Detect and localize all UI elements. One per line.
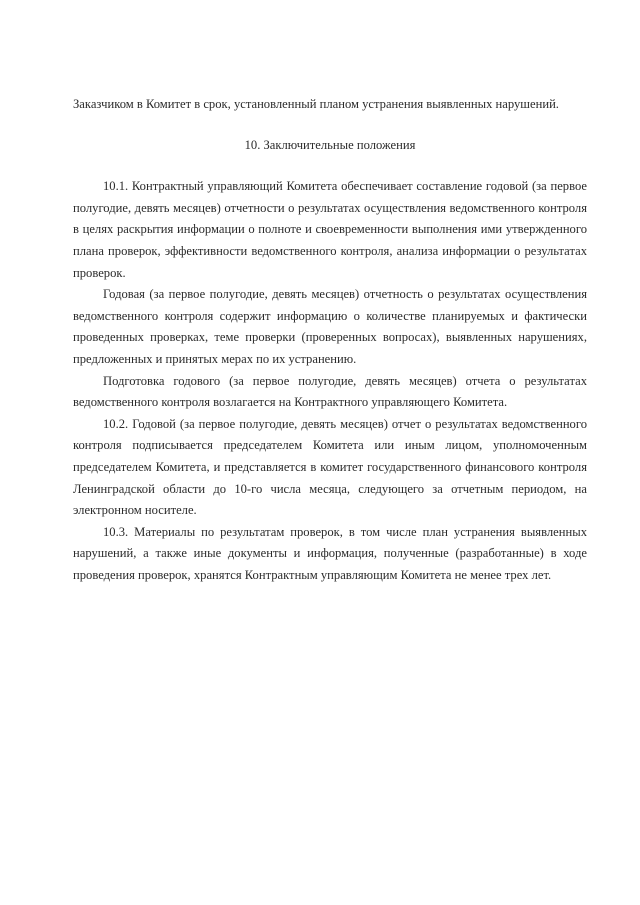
- paragraph-report-preparation: Подготовка годового (за первое полугодие, девять месяцев) отчета о результатах ведомственного контроля возлагается на Контрактного управляющего Комитета.: [73, 373, 587, 410]
- paragraph-10-2: 10.2. Годовой (за первое полугодие, девять месяцев) отчет о результатах ведомственного контроля подписывается председателем Комитета или иным лицом, уполномоченным председателем Комитета, и представляется в комитет государственного финансового контроля Ленинградской области до 10-го числа месяца, следующего за отчетным периодом, на электронном носителе.: [73, 416, 587, 518]
- paragraph-10-3: 10.3. Материалы по результатам проверок, в том числе план устранения выявленных нарушений, а также иные документы и информация, полученные (разработанные) в ходе проведения проверок, хранятся Контрактным управляющим Комитета не менее трех лет.: [73, 524, 587, 582]
- paragraph-annual-report-content: Годовая (за первое полугодие, девять месяцев) отчетность о результатах осуществления ведомственного контроля содержит информацию о количестве планируемых и фактически проведенных проверках, теме проверки (проверенных вопросах), выявленных нарушениях, предложенных и принятых мерах по их устранению.: [73, 287, 587, 366]
- paragraph-10-1: 10.1. Контрактный управляющий Комитета обеспечивает составление годовой (за первое полугодие, девять месяцев) отчетности о результатах осуществления ведомственного контроля в целях раскрытия информации о полноте и своевременности выполнения ими утвержденного плана проверок, эффективности ведомственного контроля, анализа информации о результатах проверок.: [73, 179, 587, 280]
- lead-paragraph: Заказчиком в Комитет в срок, установленный планом устранения выявленных нарушений.: [73, 97, 559, 111]
- section-heading: 10. Заключительные положения: [244, 137, 416, 152]
- document-body: [73, 94, 587, 586]
